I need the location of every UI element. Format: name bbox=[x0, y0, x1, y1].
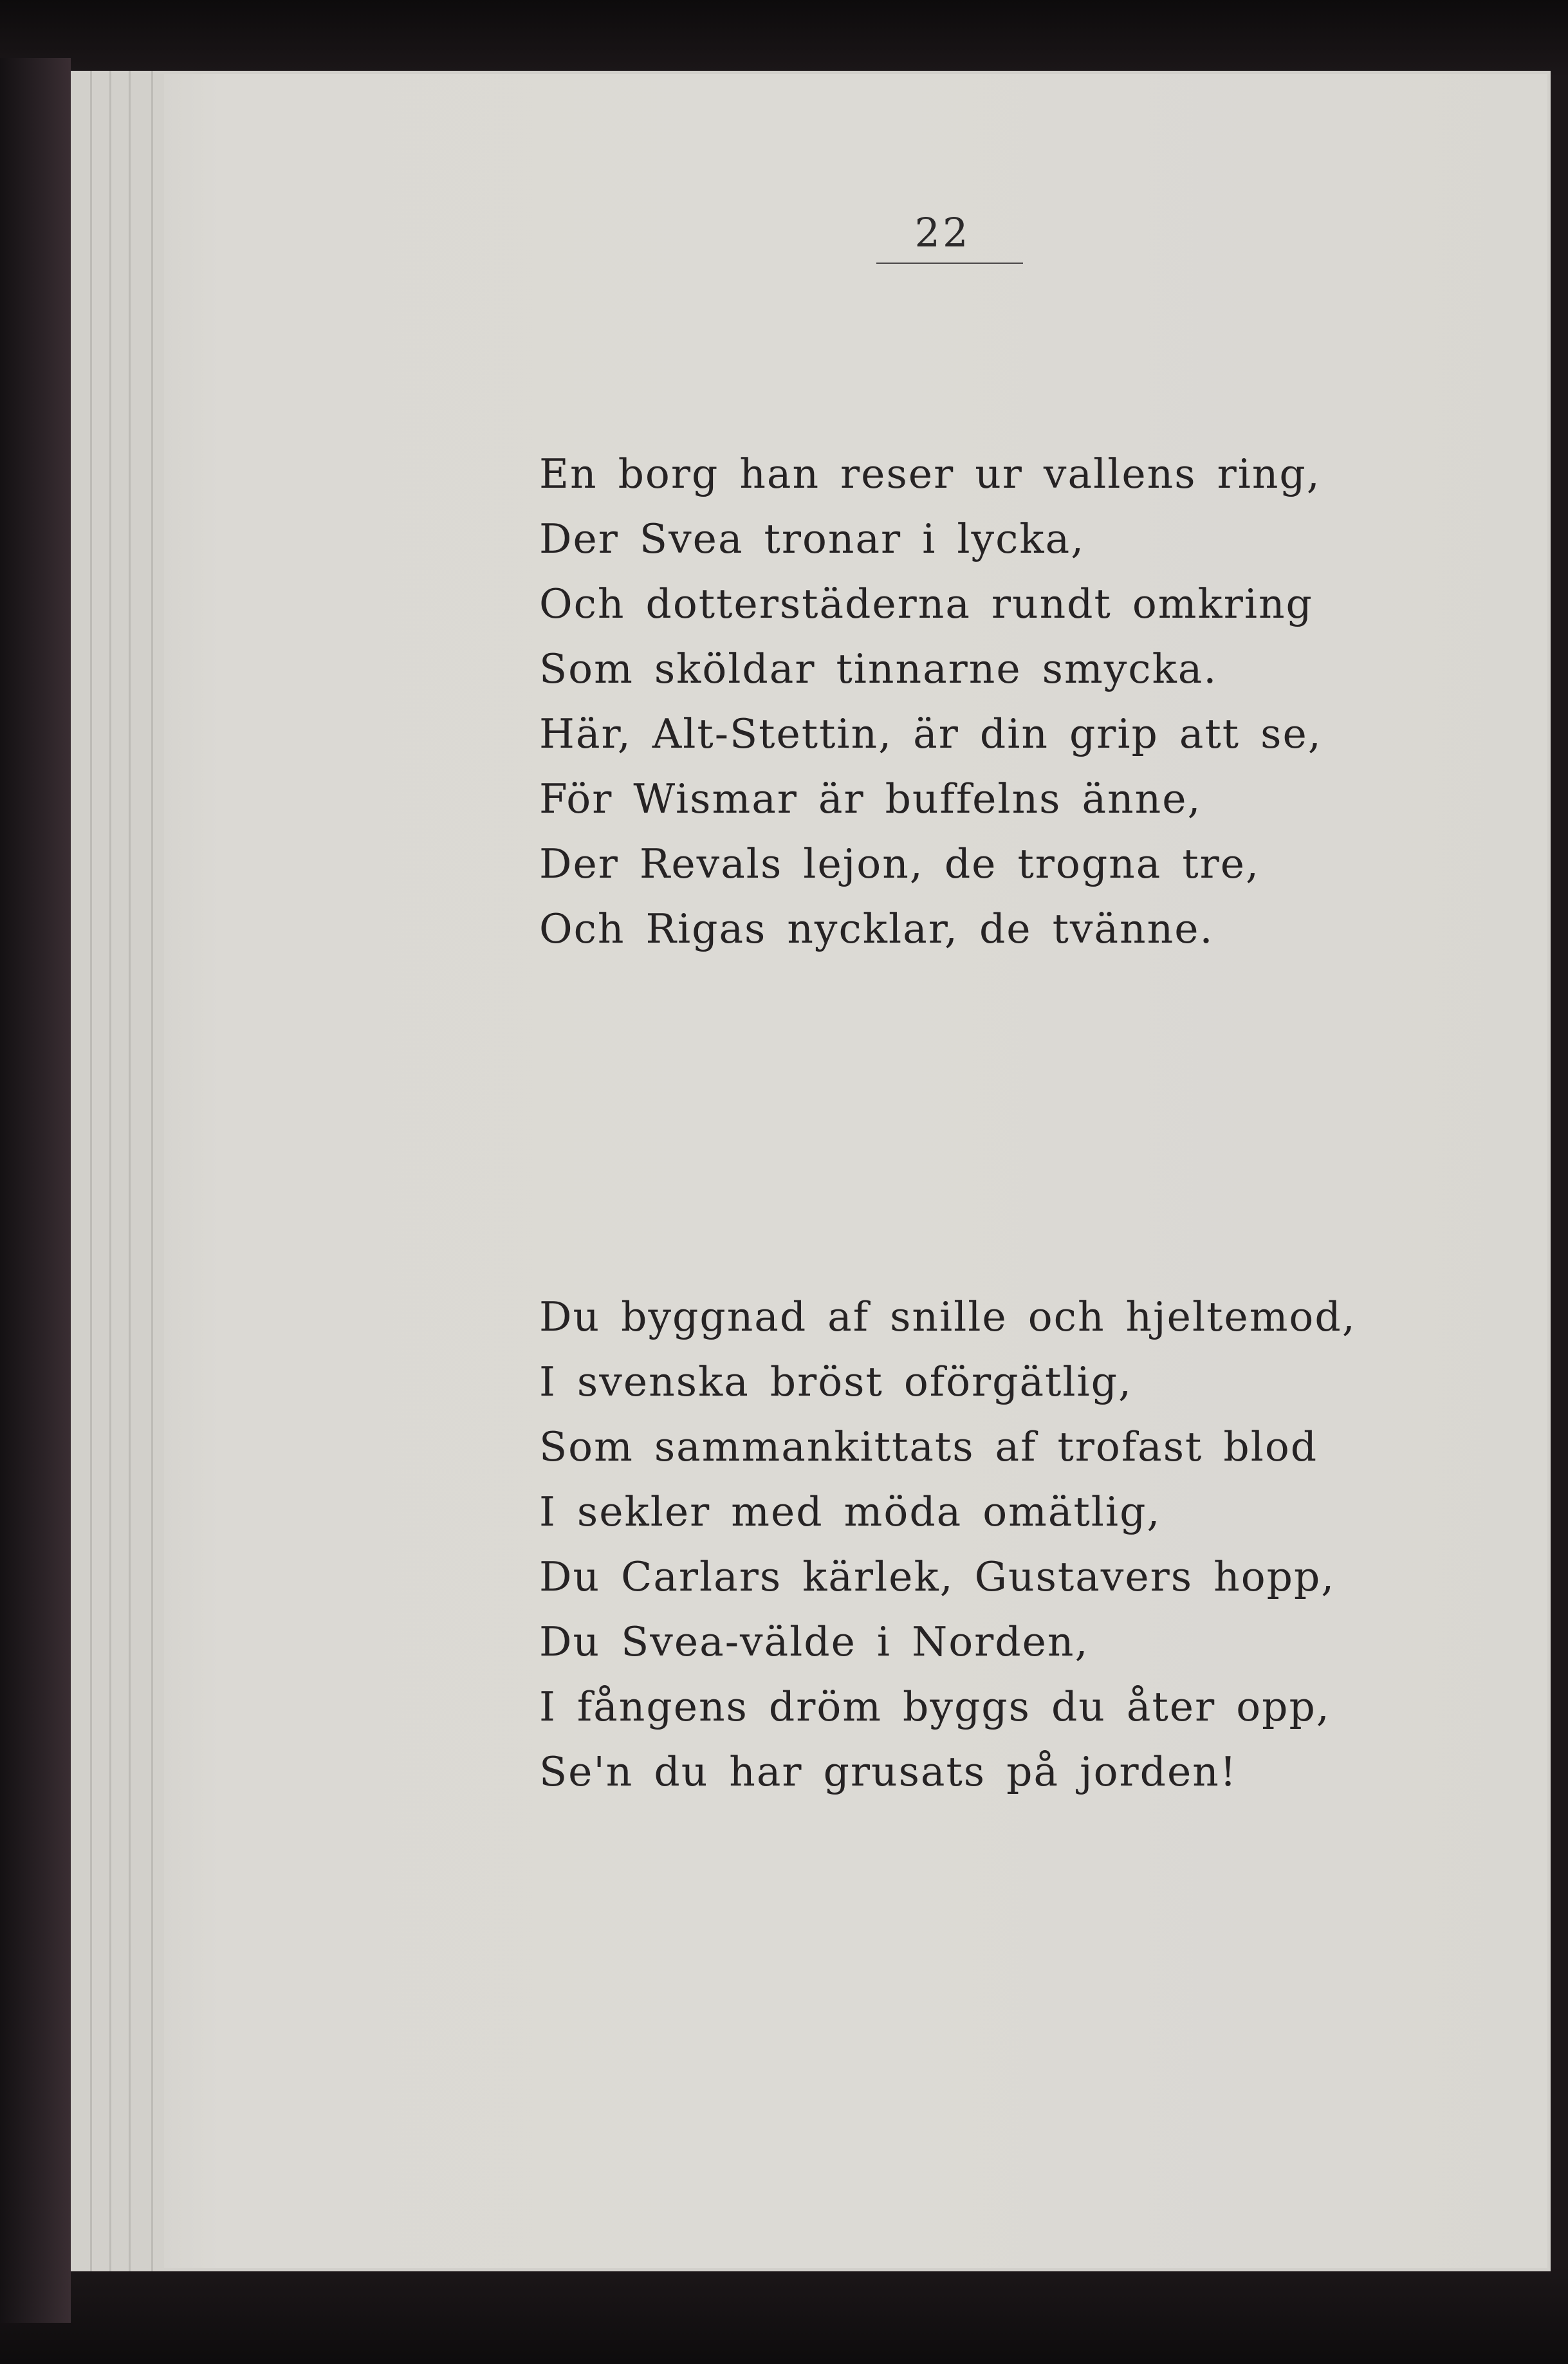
page-edge-line bbox=[90, 71, 92, 2271]
verse-line: Se'n du har grusats på jorden! bbox=[539, 1748, 1238, 1795]
stanza-2 bbox=[539, 1284, 1356, 1804]
stanza-1 bbox=[539, 441, 1322, 961]
book-spine-edge bbox=[0, 58, 71, 2323]
verse-line: En borg han reser ur vallens ring, bbox=[539, 450, 1321, 497]
page-number-rule bbox=[876, 263, 1023, 264]
page-number: 22 bbox=[914, 209, 971, 256]
verse-line: Du Svea-välde i Norden, bbox=[539, 1618, 1089, 1665]
verse-line: I fångens dröm byggs du åter opp, bbox=[539, 1683, 1331, 1730]
verse-line: Der Svea tronar i lycka, bbox=[539, 515, 1085, 562]
verse-line: I sekler med möda omätlig, bbox=[539, 1488, 1161, 1535]
verse-line: Der Revals lejon, de trogna tre, bbox=[539, 840, 1260, 887]
verse-line: För Wismar är buffelns änne, bbox=[539, 775, 1202, 822]
verse-line: Här, Alt-Stettin, är din grip att se, bbox=[539, 710, 1322, 757]
verse-line: Som sammankittats af trofast blod bbox=[539, 1423, 1318, 1470]
verse-line: Som sköldar tinnarne smycka. bbox=[539, 645, 1218, 692]
verse-line: Du Carlars kärlek, Gustavers hopp, bbox=[539, 1553, 1336, 1600]
page-edge-line bbox=[151, 71, 153, 2271]
verse-line: Du byggnad af snille och hjeltemod, bbox=[539, 1293, 1356, 1340]
page-edge-line bbox=[129, 71, 131, 2271]
verse-line: Och Rigas nycklar, de tvänne. bbox=[539, 905, 1214, 952]
book-page bbox=[164, 74, 1547, 2268]
verse-line: I svenska bröst oförgätlig, bbox=[539, 1358, 1132, 1405]
page-edge-line bbox=[109, 71, 111, 2271]
verse-line: Och dotterstäderna rundt omkring bbox=[539, 580, 1313, 627]
